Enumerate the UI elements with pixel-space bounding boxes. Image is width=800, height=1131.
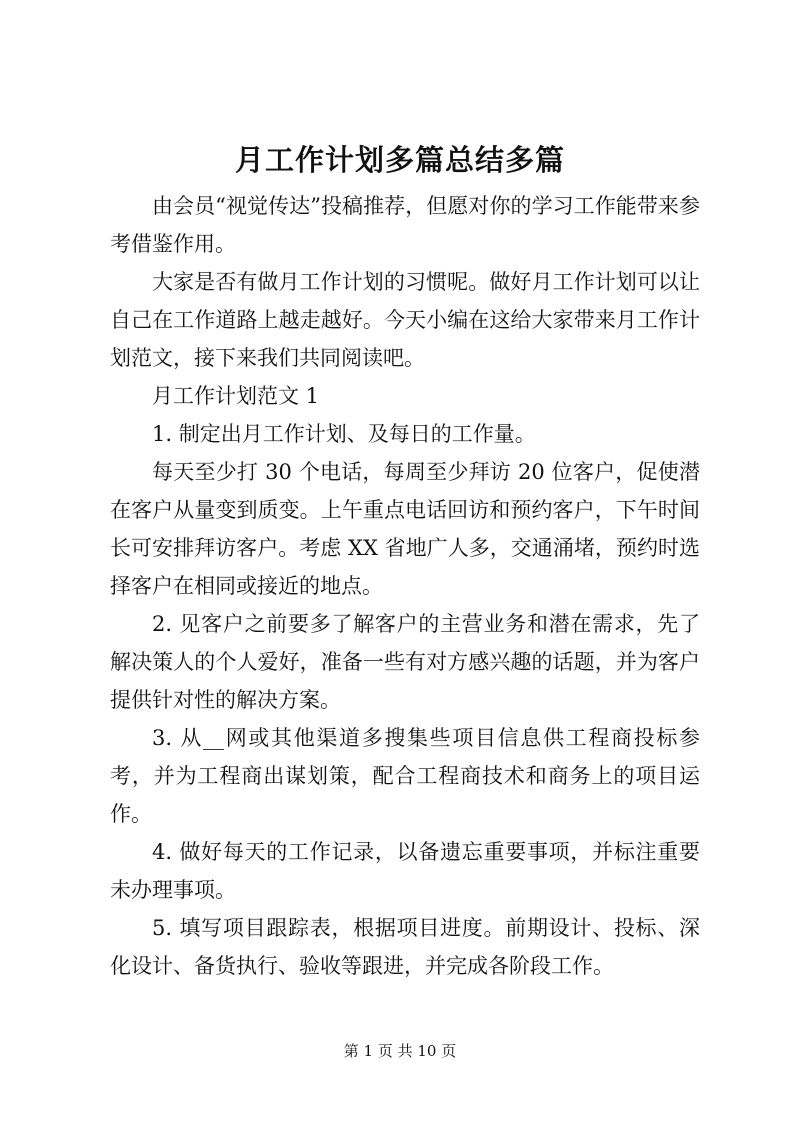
paragraph-overview: 大家是否有做月工作计划的习惯呢。做好月工作计划可以让自己在工作道路上越走越好。今天小编在这给大家带来月工作计划范文，接下来我们共同阅读吧。 [110, 270, 700, 370]
paragraph-daily-targets: 每天至少打 30 个电话，每周至少拜访 20 位客户，促使潜在客户从量变到质变。上午重点电话回访和预约客户，下午时间长可安排拜访客户。考虑 XX 省地广人多，交通涌堵，预约时选择客户在相同或接近的地点。 [110, 460, 700, 598]
list-item-3: 3. 从__网或其他渠道多搜集些项目信息供工程商投标参考，并为工程商出谋划策，配合工程商技术和商务上的项目运作。 [110, 726, 700, 826]
list-item-4: 4. 做好每天的工作记录，以备遗忘重要事项，并标注重要未办理事项。 [110, 840, 700, 902]
document-title: 月工作计划多篇总结多篇 [234, 143, 565, 177]
document-body [110, 187, 700, 985]
list-item-5: 5. 填写项目跟踪表，根据项目进度。前期设计、投标、深化设计、备货执行、验收等跟进，并完成各阶段工作。 [110, 916, 700, 978]
section-heading: 月工作计划范文 1 [152, 384, 320, 408]
page-number-footer: 第 1 页 共 10 页 [343, 1042, 457, 1060]
list-item-1: 1. 制定出月工作计划、及每日的工作量。 [152, 422, 536, 446]
paragraph-intro: 由会员“视觉传达”投稿推荐，但愿对你的学习工作能带来参考借鉴作用。 [110, 194, 700, 256]
list-item-2: 2. 见客户之前要多了解客户的主营业务和潜在需求，先了解决策人的个人爱好，准备一些有对方感兴趣的话题，并为客户提供针对性的解决方案。 [110, 612, 700, 712]
